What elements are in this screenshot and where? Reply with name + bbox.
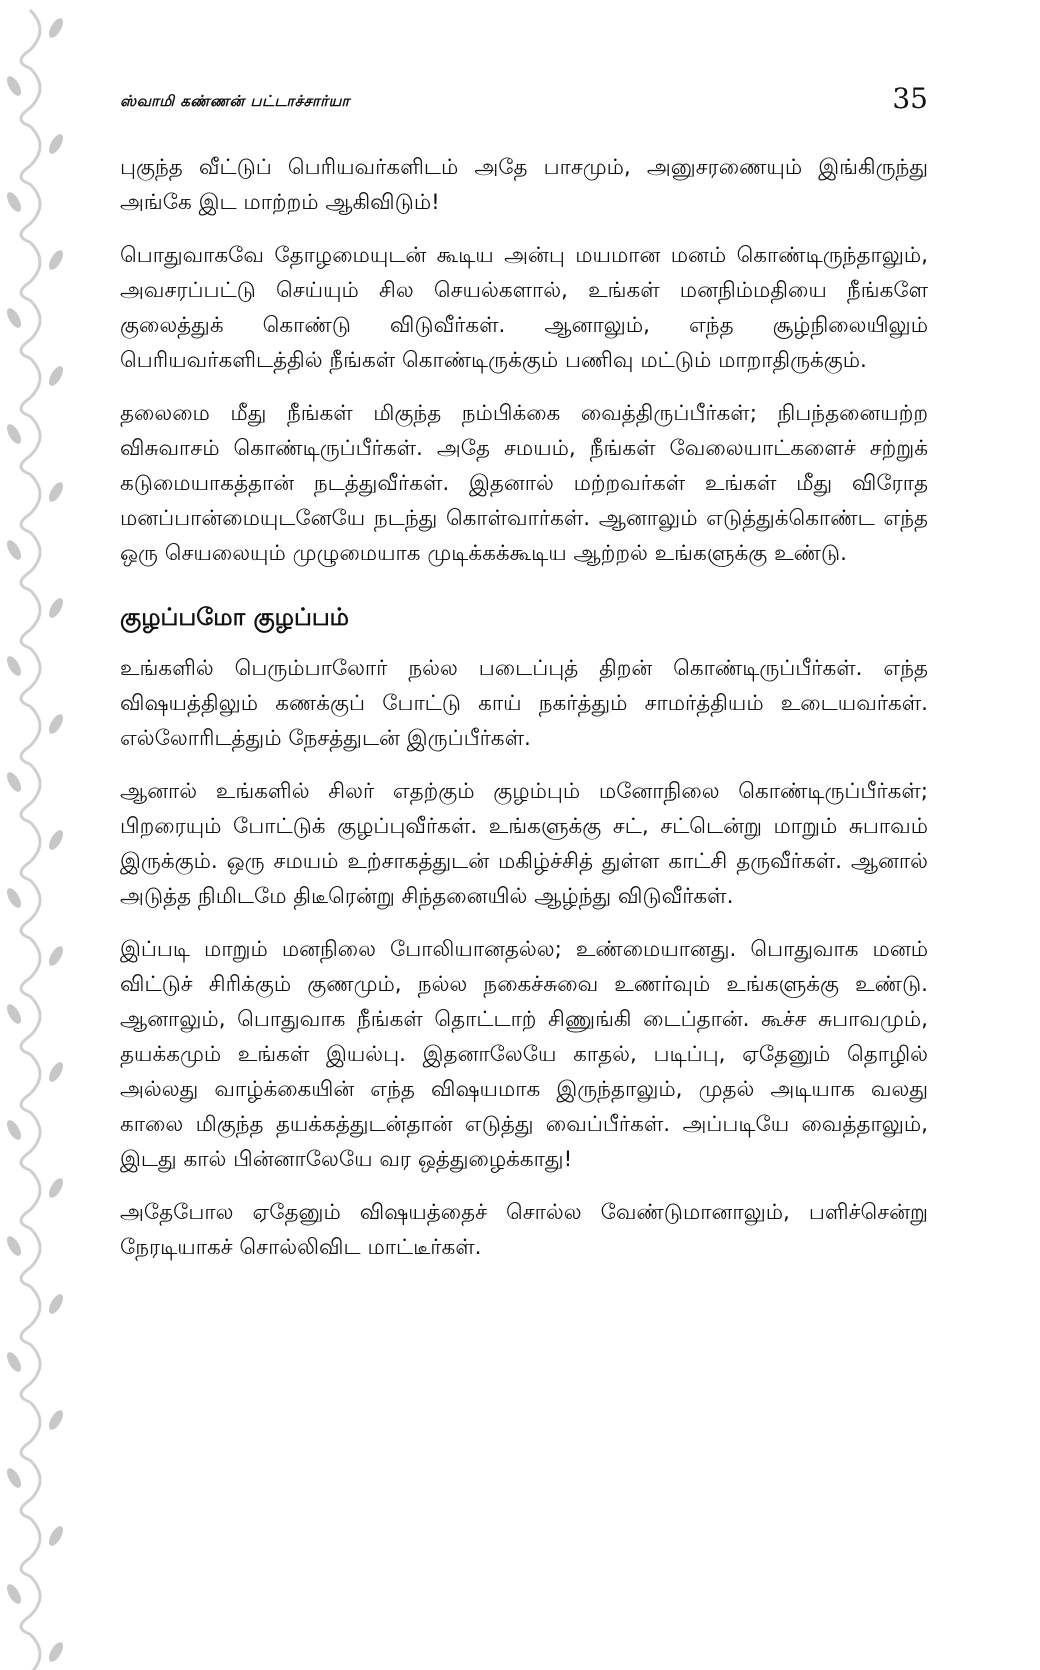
paragraph: பொதுவாகவே தோழமையுடன் கூடிய அன்பு மயமான மனம் கொண்டிருந்தாலும், அவசரப்பட்டு செய்யும் சில செயல்களால், உங்கள் மனநிம்மதியை நீங்களே குலைத்துக் கொண்டு விடுவீர்கள். ஆனாலும், எந்த சூழ்நிலையிலும் பெரியவர்களிடத்தில் நீங்கள் கொண்டிருக்கும் பணிவு மட்டும் மாறாதிருக்கும்.: [120, 243, 928, 373]
border-leaf: [4, 1582, 24, 1606]
paragraph: அதேபோல ஏதேனும் விஷயத்தைச் சொல்ல வேண்டுமானாலும், பளிச்சென்று நேரடியாகச் சொல்லிவிட மாட்டீர்கள்.: [120, 1200, 928, 1260]
border-vine: [21, 1344, 40, 1402]
border-vine: [21, 1112, 40, 1170]
running-head: ஸ்வாமி கண்ணன் பட்டாச்சார்யா: [120, 92, 350, 110]
paragraph: உங்களில் பெரும்பாலோர் நல்ல படைப்புத் திறன் கொண்டிருப்பீர்கள். எந்த விஷயத்திலும் கணக்குப் போட்டு காய் நகர்த்தும் சாமர்த்தியம் உடையவர்கள். எல்லோரிடத்தும் நேசத்துடன் இருப்பீர்கள்.: [120, 656, 928, 751]
border-vine: [21, 648, 40, 706]
paragraph: தலைமை மீது நீங்கள் மிகுந்த நம்பிக்கை வைத்திருப்பீர்கள்; நிபந்தனையற்ற விசுவாசம் கொண்டிருப்பீர்கள். அதே சமயம், நீங்கள் வேலையாட்களைச் சற்றுக் கடுமையாகத்தான் நடத்துவீர்கள். இதனால் மற்றவர்கள் உங்கள் மீது விரோத மனப்பான்மையுடனேயே நடந்து கொள்வார்கள். ஆனாலும் எடுத்துக்கொண்ட எந்த ஒரு செயலையும் முழுமையாக முடிக்கக்கூடிய ஆற்றல் உங்களுக்கு உண்டு.: [120, 401, 928, 566]
section-heading: குழப்பமோ குழப்பம்: [120, 603, 349, 631]
border-leaf: [4, 306, 24, 330]
border-leaf: [4, 886, 24, 910]
border-leaf: [46, 1640, 66, 1664]
border-vine: [21, 764, 40, 822]
decorative-border: [0, 0, 78, 1670]
border-vine: [21, 416, 40, 474]
border-leaf: [4, 770, 24, 794]
border-leaf: [46, 712, 66, 736]
border-leaf: [4, 538, 24, 562]
border-leaf: [4, 190, 24, 214]
border-vine: [21, 1460, 40, 1518]
border-vine: [21, 1228, 40, 1286]
border-vine: [21, 1576, 40, 1634]
border-leaf: [4, 1466, 24, 1490]
border-leaf: [4, 1118, 24, 1142]
border-leaf: [4, 74, 24, 98]
border-leaf: [46, 1408, 66, 1432]
paragraph: புகுந்த வீட்டுப் பெரியவர்களிடம் அதே பாசமும், அனுசரணையும் இங்கிருந்து அங்கே இட மாற்றம் ஆகிவிடும்!: [120, 155, 928, 215]
border-vine: [21, 822, 40, 880]
border-leaf: [46, 1524, 66, 1548]
border-vine: [21, 1286, 40, 1344]
border-vine: [21, 706, 40, 764]
border-vine: [21, 880, 40, 938]
page-header: [120, 82, 928, 122]
border-leaf: [46, 248, 66, 272]
border-vine: [21, 184, 40, 242]
border-leaf: [46, 1060, 66, 1084]
border-leaf: [46, 1292, 66, 1316]
border-vine: [21, 1054, 40, 1112]
border-vine: [21, 242, 40, 300]
border-leaf: [4, 422, 24, 446]
border-leaf: [46, 16, 66, 40]
border-vine: [21, 68, 40, 126]
border-vine: [21, 938, 40, 996]
border-vine: [21, 1634, 40, 1670]
border-leaf: [46, 1176, 66, 1200]
border-vine: [21, 1170, 40, 1228]
border-leaf: [46, 828, 66, 852]
page-number: 35: [892, 82, 928, 115]
border-leaf: [4, 1234, 24, 1258]
border-vine: [21, 590, 40, 648]
border-leaf: [4, 1002, 24, 1026]
paragraph: ஆனால் உங்களில் சிலர் எதற்கும் குழம்பும் மனோநிலை கொண்டிருப்பீர்கள்; பிறரையும் போட்டுக் குழப்புவீர்கள். உங்களுக்கு சட், சட்டென்று மாறும் சுபாவம் இருக்கும். ஒரு சமயம் உற்சாகத்துடன் மகிழ்ச்சித் துள்ள காட்சி தருவீர்கள். ஆனால் அடுத்த நிமிடமே திடீரென்று சிந்தனையில் ஆழ்ந்து விடுவீர்கள்.: [120, 779, 928, 909]
border-leaf: [46, 132, 66, 156]
border-leaf: [4, 654, 24, 678]
border-vine: [21, 996, 40, 1054]
border-vine: [21, 532, 40, 590]
border-vine: [21, 1402, 40, 1460]
border-leaf: [46, 480, 66, 504]
border-vine: [21, 358, 40, 416]
page-body: [120, 150, 928, 1283]
border-vine: [21, 126, 40, 184]
border-vine: [21, 10, 40, 68]
paragraph: இப்படி மாறும் மனநிலை போலியானதல்ல; உண்மையானது. பொதுவாக மனம் விட்டுச் சிரிக்கும் குணமும், நல்ல நகைச்சுவை உணர்வும் உங்களுக்கு உண்டு. ஆனாலும், பொதுவாக நீங்கள் தொட்டாற் சிணுங்கி டைப்தான். கூச்ச சுபாவமும், தயக்கமும் உங்கள் இயல்பு. இதனாலேயே காதல், படிப்பு, ஏதேனும் தொழில் அல்லது வாழ்க்கையின் எந்த விஷயமாக இருந்தாலும், முதல் அடியாக வலது காலை மிகுந்த தயக்கத்துடன்தான் எடுத்து வைப்பீர்கள். அப்படியே வைத்தாலும், இடது கால் பின்னாலேயே வர ஒத்துழைக்காது!: [120, 937, 928, 1172]
border-vine: [21, 300, 40, 358]
border-leaf: [4, 1350, 24, 1374]
border-leaf: [46, 596, 66, 620]
border-leaf: [46, 364, 66, 388]
border-leaf: [46, 944, 66, 968]
border-vine: [21, 1518, 40, 1576]
border-vine: [21, 474, 40, 532]
